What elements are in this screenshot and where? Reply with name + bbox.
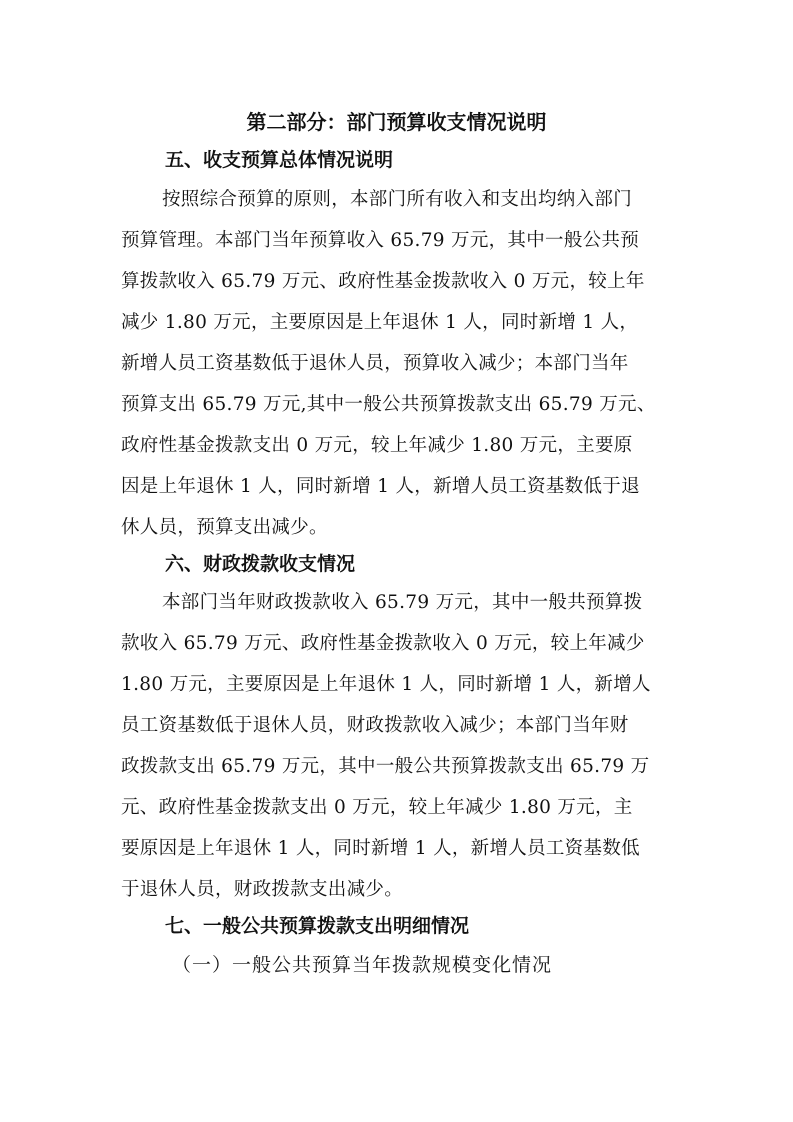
paragraph-line: 新增人员工资基数低于退休人员，预算收入减少；本部门当年 [121, 353, 629, 374]
paragraph-line: 款收入 65.79 万元、政府性基金拨款收入 0 万元，较上年减少 [121, 633, 645, 654]
paragraph-line: 因是上年退休 1 人，同时新增 1 人，新增人员工资基数低于退 [121, 476, 640, 497]
paragraph-line: 1.80 万元，主要原因是上年退休 1 人，同时新增 1 人，新增人 [121, 674, 651, 695]
paragraph-line: 元、政府性基金拨款支出 0 万元，较上年减少 1.80 万元，主 [121, 797, 633, 818]
section-heading-6: 六、财政拨款收支情况 [165, 553, 356, 575]
paragraph-line: 按照综合预算的原则，本部门所有收入和支出均纳入部门 [162, 189, 633, 210]
section-heading-7: 七、一般公共预算拨款支出明细情况 [165, 915, 470, 937]
page-title: 第二部分：部门预算收支情况说明 [246, 110, 547, 134]
paragraph-line: 预算支出 65.79 万元,其中一般公共预算拨款支出 65.79 万元、 [121, 394, 656, 415]
paragraph-line: 休人员，预算支出减少。 [121, 517, 328, 538]
paragraph-line: 员工资基数低于退休人员，财政拨款收入减少；本部门当年财 [121, 715, 629, 736]
paragraph-line: 要原因是上年退休 1 人，同时新增 1 人，新增人员工资基数低 [121, 838, 640, 859]
section-heading-5: 五、收支预算总体情况说明 [165, 149, 394, 171]
paragraph-line: 本部门当年财政拨款收入 65.79 万元，其中一般共预算拨 [162, 592, 643, 613]
subsection-heading: （一）一般公共预算当年拨款规模变化情况 [172, 954, 553, 976]
paragraph-line: 政拨款支出 65.79 万元，其中一般公共预算拨款支出 65.79 万 [121, 756, 650, 777]
paragraph-line: 政府性基金拨款支出 0 万元，较上年减少 1.80 万元，主要原 [121, 435, 633, 456]
paragraph-line: 于退休人员，财政拨款支出减少。 [121, 879, 404, 900]
paragraph-line: 预算管理。本部门当年预算收入 65.79 万元，其中一般公共预 [121, 230, 640, 251]
paragraph-line: 减少 1.80 万元，主要原因是上年退休 1 人，同时新增 1 人， [121, 312, 639, 333]
paragraph-line: 算拨款收入 65.79 万元、政府性基金拨款收入 0 万元，较上年 [121, 271, 645, 292]
